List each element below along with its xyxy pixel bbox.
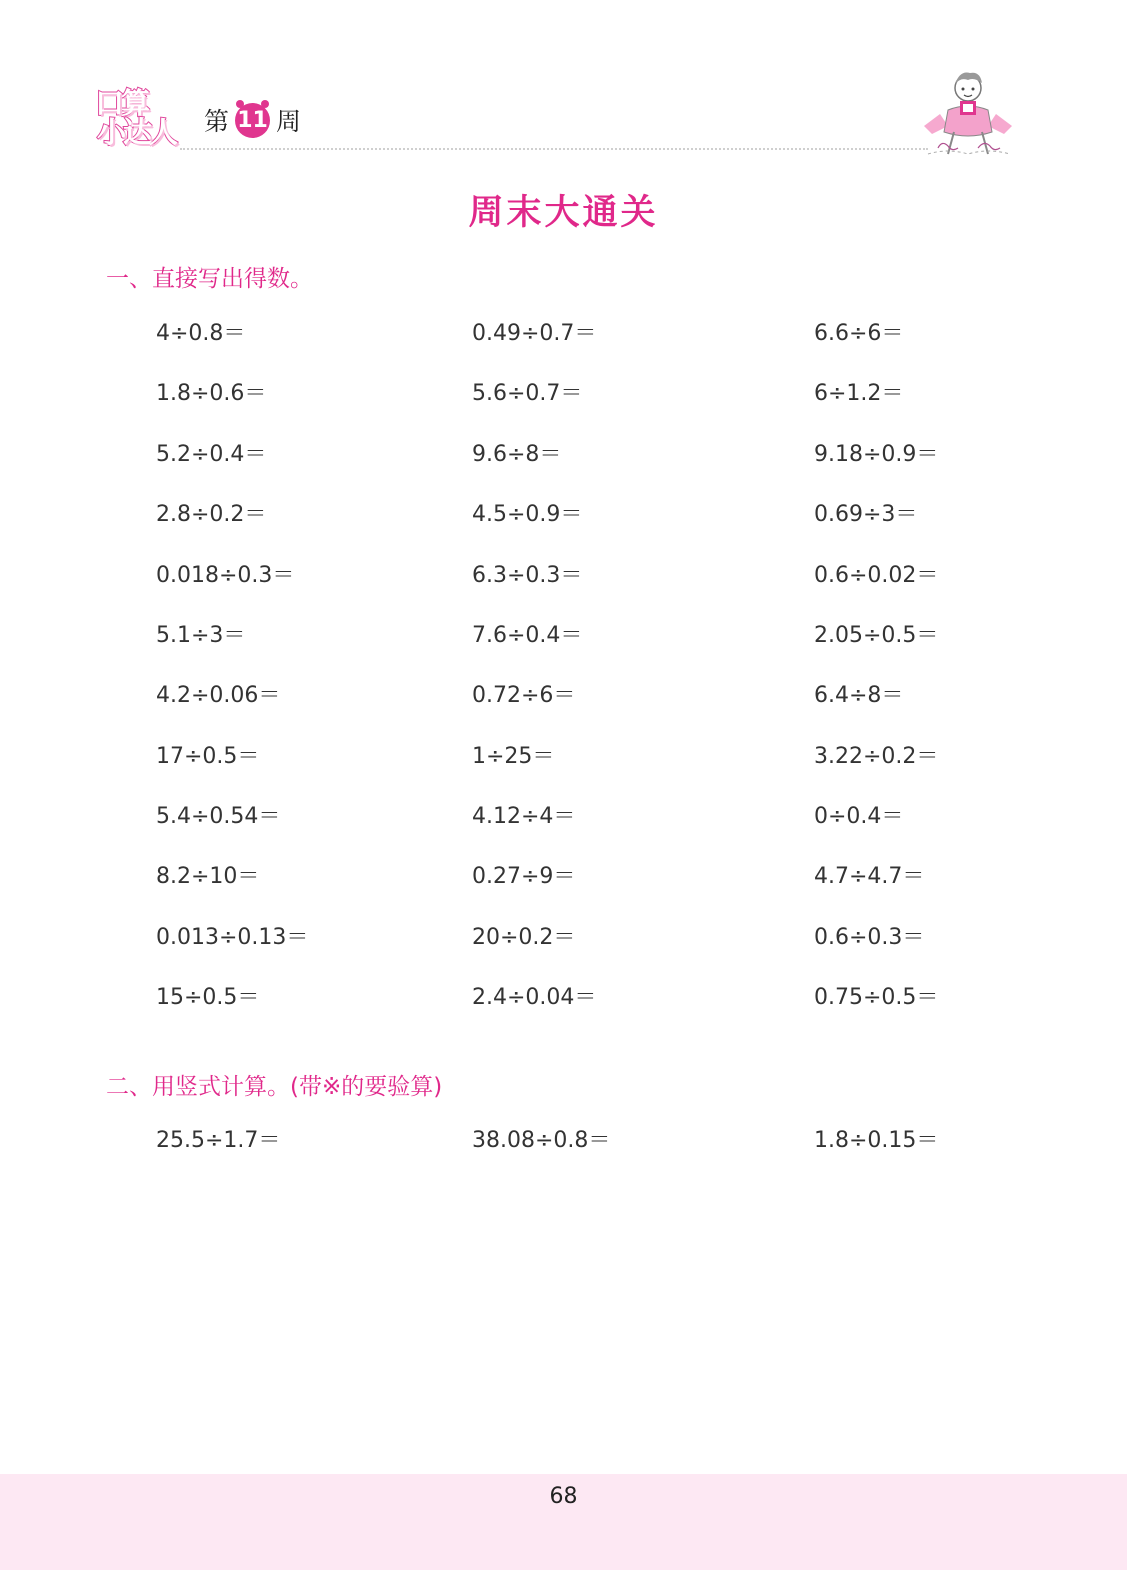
mascot-illustration [918,68,1018,160]
problem: 0.69÷3＝ [814,502,918,527]
week-suffix: 周 [276,107,302,136]
problem: 25.5÷1.7＝ [156,1128,281,1153]
problem: 15÷0.5＝ [156,985,260,1010]
problem: 9.18÷0.9＝ [814,442,939,467]
problem: 0.018÷0.3＝ [156,563,295,588]
problem: 5.1÷3＝ [156,623,246,648]
page-title: 周末大通关 [468,193,659,233]
week-indicator [204,101,301,139]
problem: 38.08÷0.8＝ [472,1128,611,1153]
problem: 0.49÷0.7＝ [472,321,597,346]
week-prefix: 第 [204,107,230,136]
problem: 17÷0.5＝ [156,744,260,769]
problem: 2.4÷0.04＝ [472,985,597,1010]
problem: 4.7÷4.7＝ [814,864,925,889]
week-number-badge: 11 [235,103,270,138]
problem: 5.2÷0.4＝ [156,442,267,467]
problem: 1.8÷0.6＝ [156,381,267,406]
section-heading-direct-answers: 一、直接写出得数。 [106,266,313,292]
problem: 0÷0.4＝ [814,804,904,829]
problem: 0.6÷0.02＝ [814,563,939,588]
problem: 0.75÷0.5＝ [814,985,939,1010]
problem: 1.8÷0.15＝ [814,1128,939,1153]
problem: 0.6÷0.3＝ [814,925,925,950]
problem: 4.5÷0.9＝ [472,502,583,527]
header-divider [180,148,928,150]
problem: 0.013÷0.13＝ [156,925,309,950]
problem: 9.6÷8＝ [472,442,562,467]
problem: 6÷1.2＝ [814,381,904,406]
problem: 5.4÷0.54＝ [156,804,281,829]
problem: 0.72÷6＝ [472,683,576,708]
section-heading-vertical-calculation: 二、用竖式计算。(带※的要验算) [106,1074,443,1100]
problem: 6.6÷6＝ [814,321,904,346]
problem: 6.3÷0.3＝ [472,563,583,588]
problem: 4÷0.8＝ [156,321,246,346]
page-number: 68 [549,1484,578,1509]
problem: 1÷25＝ [472,744,555,769]
logo-line-2: 小达人 [97,115,176,149]
problem: 20÷0.2＝ [472,925,576,950]
problem: 4.12÷4＝ [472,804,576,829]
problem: 5.6÷0.7＝ [472,381,583,406]
problem: 2.8÷0.2＝ [156,502,267,527]
problem: 2.05÷0.5＝ [814,623,939,648]
problem: 0.27÷9＝ [472,864,576,889]
problem: 8.2÷10＝ [156,864,260,889]
logo [95,88,180,150]
problem: 3.22÷0.2＝ [814,744,939,769]
logo-line-1: 口算 [95,86,148,120]
problem: 6.4÷8＝ [814,683,904,708]
problem: 4.2÷0.06＝ [156,683,281,708]
problem: 7.6÷0.4＝ [472,623,583,648]
